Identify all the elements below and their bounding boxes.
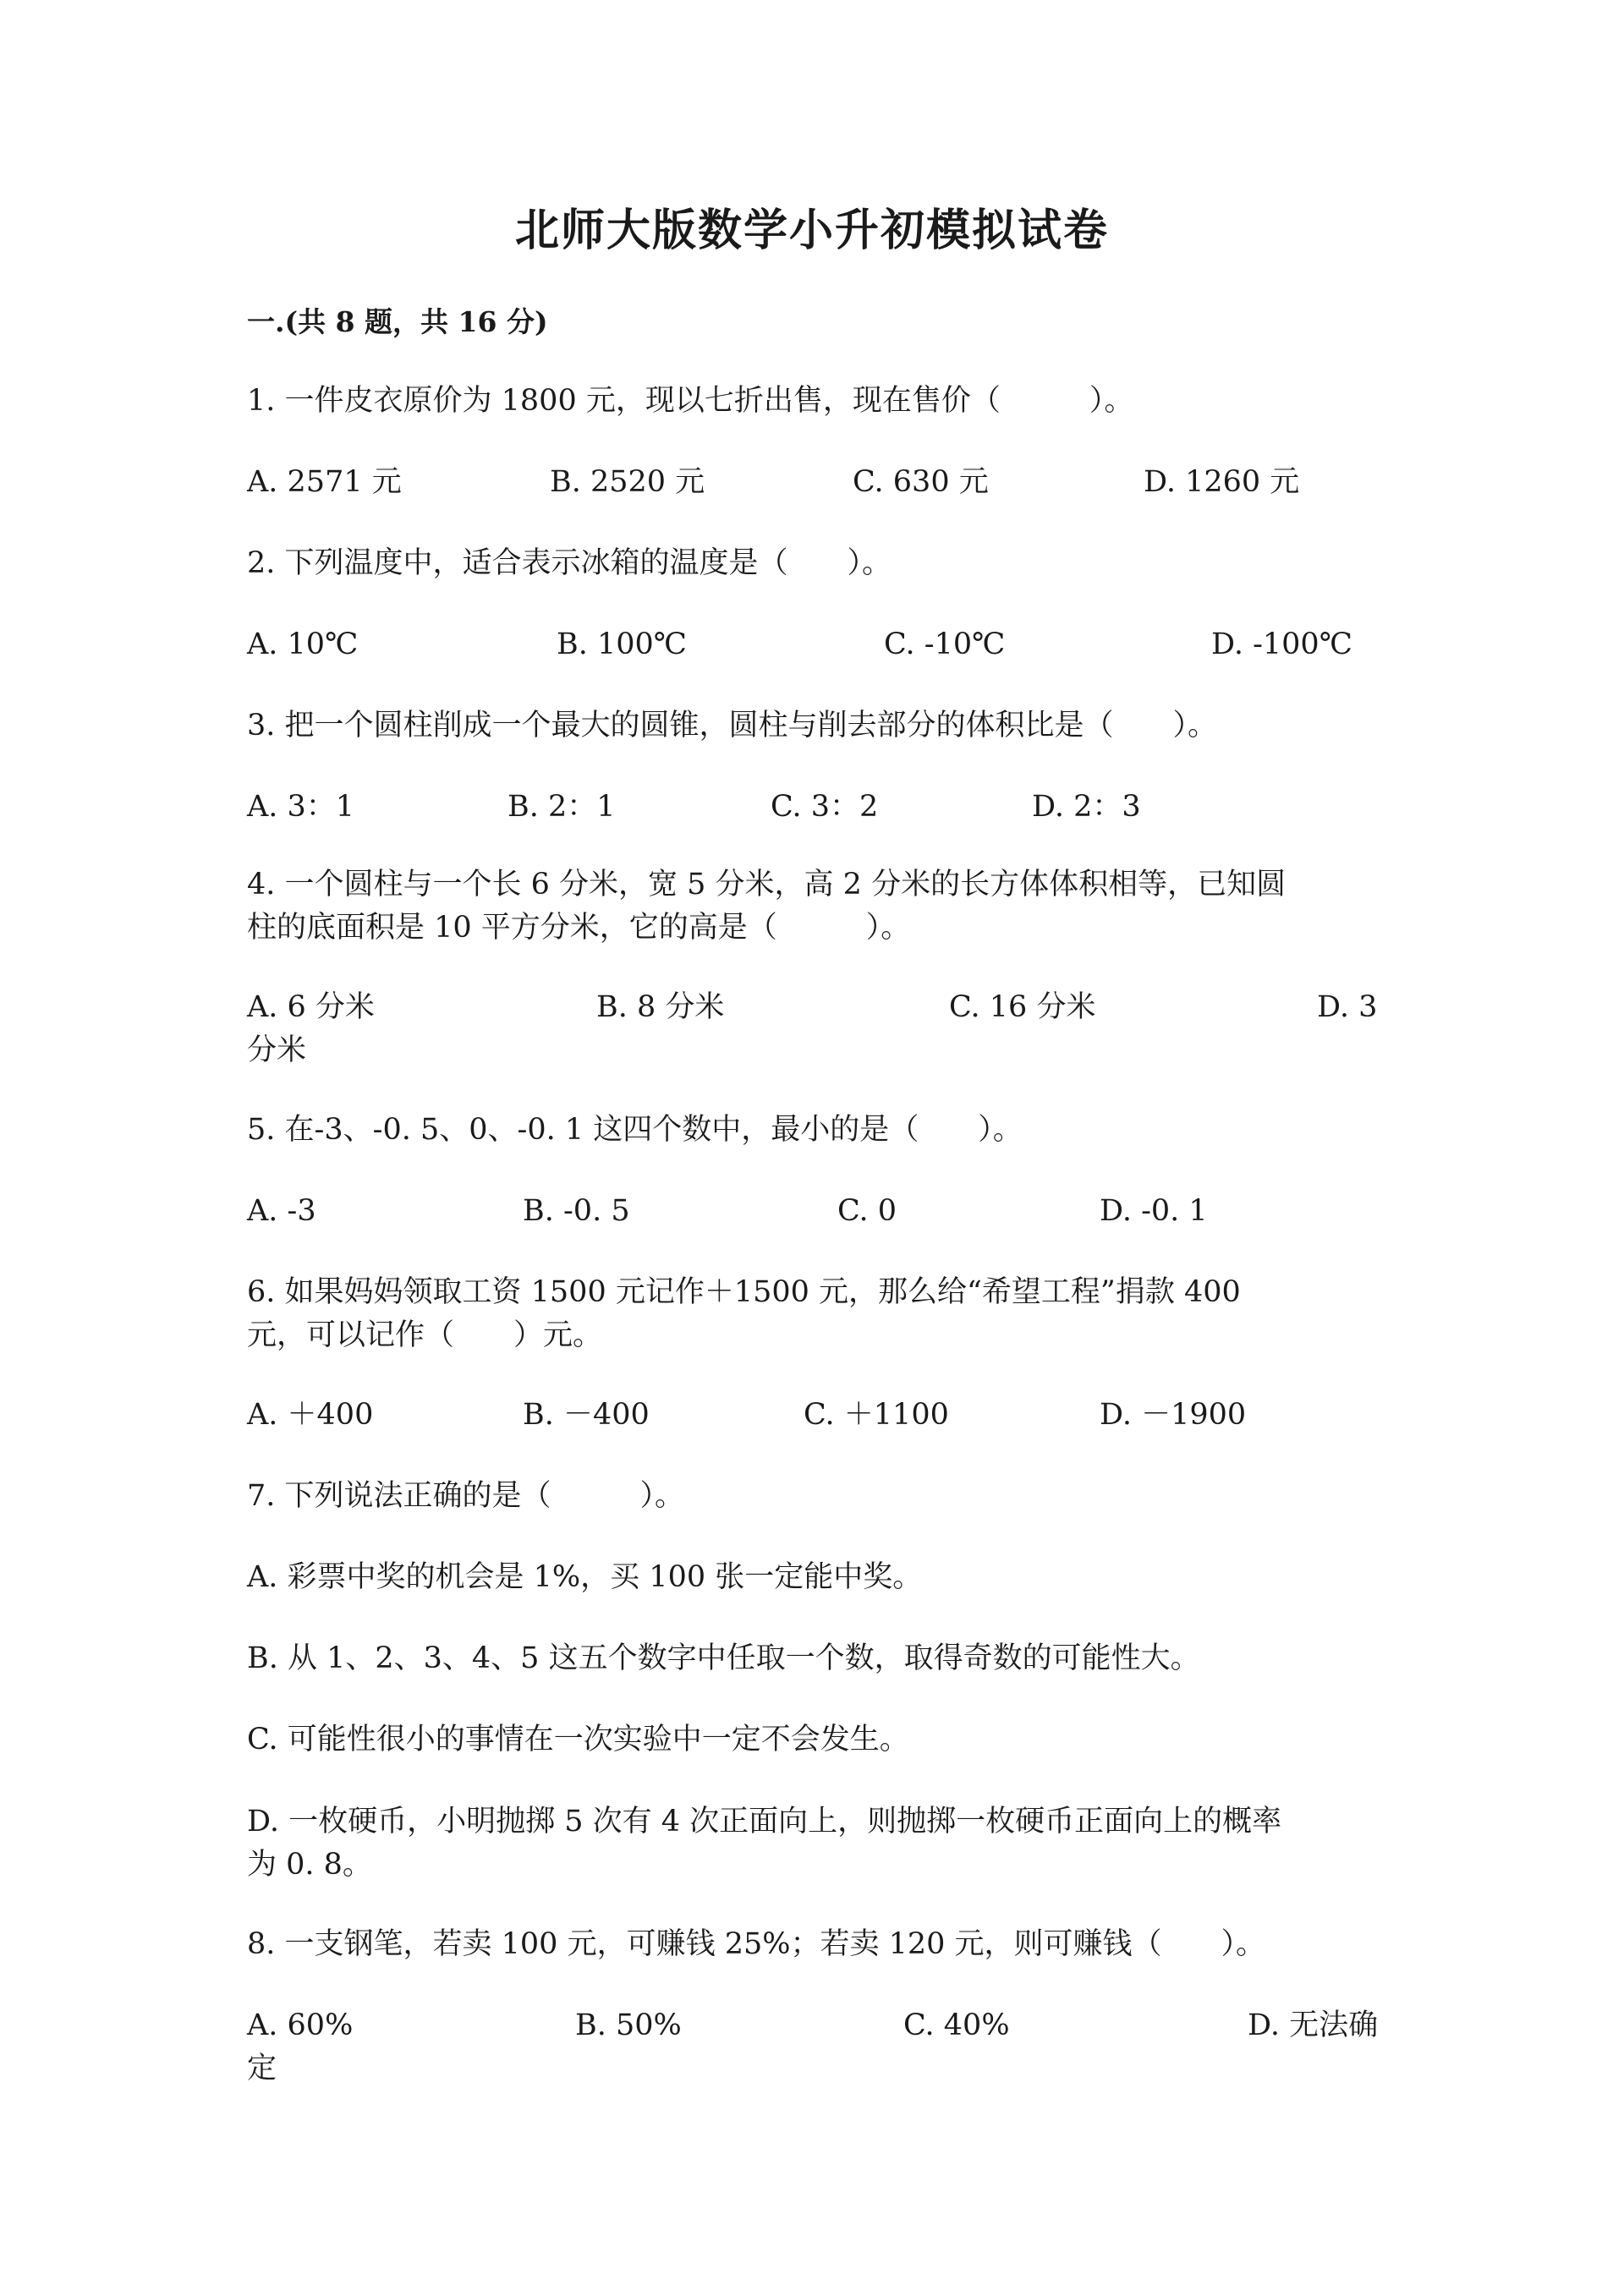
- question-4-option-b: B. 8 分米: [596, 990, 725, 1024]
- question-1-option-c: C. 630 元: [853, 465, 989, 499]
- question-8-option-a: A. 60%: [247, 2008, 354, 2042]
- question-2-option-a: A. 10℃: [247, 627, 359, 661]
- question-2-option-b: B. 100℃: [557, 627, 687, 661]
- question-1-stem: 1. 一件皮衣原价为 1800 元，现以七折出售，现在售价（ ）。: [247, 384, 1134, 418]
- question-5-option-d: D. -0. 1: [1100, 1194, 1208, 1228]
- question-3-option-b: B. 2：1: [508, 790, 616, 824]
- question-5-option-c: C. 0: [837, 1194, 897, 1228]
- question-3-option-d: D. 2：3: [1032, 790, 1141, 824]
- question-3-option-c: C. 3：2: [771, 790, 879, 824]
- page-title: 北师大版数学小升初模拟试卷: [514, 205, 1109, 256]
- question-4-stem-line-2: 柱的底面积是 10 平方分米，它的高是（ ）。: [247, 911, 911, 945]
- question-8-option-d-wrap: 定: [247, 2052, 277, 2085]
- question-2-option-d: D. -100℃: [1211, 627, 1352, 661]
- question-3-option-a: A. 3：1: [247, 790, 355, 824]
- question-7-stem: 7. 下列说法正确的是（ ）。: [247, 1479, 685, 1513]
- question-8-option-d: D. 无法确: [1248, 2008, 1379, 2042]
- question-1-option-b: B. 2520 元: [550, 465, 705, 499]
- question-8-option-c: C. 40%: [903, 2008, 1010, 2042]
- question-8-option-b: B. 50%: [575, 2008, 682, 2042]
- question-8-stem: 8. 一支钢笔，若卖 100 元，可赚钱 25%；若卖 120 元，则可赚钱（ ）。: [247, 1927, 1266, 1961]
- question-4-option-a: A. 6 分米: [247, 990, 375, 1024]
- question-7-statement-c: C. 可能性很小的事情在一次实验中一定不会发生。: [247, 1723, 909, 1756]
- question-7-statement-a: A. 彩票中奖的机会是 1%，买 100 张一定能中奖。: [247, 1560, 923, 1594]
- question-6-stem-line-1: 6. 如果妈妈领取工资 1500 元记作＋1500 元，那么给“希望工程”捐款 400: [247, 1275, 1241, 1309]
- question-4-option-d-wrap: 分米: [247, 1033, 307, 1067]
- question-5-option-b: B. -0. 5: [523, 1194, 630, 1228]
- question-6-option-c: C. ＋1100: [804, 1398, 949, 1432]
- section-header: 一.(共 8 题，共 16 分): [247, 305, 548, 338]
- question-6-option-d: D. －1900: [1100, 1398, 1247, 1432]
- question-6-stem-line-2: 元，可以记作（ ）元。: [247, 1318, 603, 1352]
- question-2-option-c: C. -10℃: [884, 627, 1006, 661]
- question-4-option-c: C. 16 分米: [949, 990, 1096, 1024]
- question-5-stem: 5. 在-3、-0. 5、0、-0. 1 这四个数中，最小的是（ ）。: [247, 1113, 1023, 1147]
- question-7-statement-d-wrap: 为 0. 8。: [247, 1848, 372, 1882]
- question-2-stem: 2. 下列温度中，适合表示冰箱的温度是（ ）。: [247, 546, 892, 580]
- question-3-stem: 3. 把一个圆柱削成一个最大的圆锥，圆柱与削去部分的体积比是（ ）。: [247, 709, 1218, 743]
- question-7-statement-b: B. 从 1、2、3、4、5 这五个数字中任取一个数，取得奇数的可能性大。: [247, 1641, 1200, 1675]
- question-6-option-a: A. ＋400: [247, 1398, 374, 1432]
- question-1-option-d: D. 1260 元: [1144, 465, 1300, 499]
- question-4-option-d: D. 3: [1317, 990, 1378, 1024]
- question-6-option-b: B. －400: [523, 1398, 650, 1432]
- question-7-statement-d: D. 一枚硬币，小明抛掷 5 次有 4 次正面向上，则抛掷一枚硬币正面向上的概率: [247, 1805, 1282, 1838]
- question-1-option-a: A. 2571 元: [247, 465, 402, 499]
- question-5-option-a: A. -3: [247, 1194, 316, 1228]
- question-4-stem-line-1: 4. 一个圆柱与一个长 6 分米，宽 5 分米，高 2 分米的长方体体积相等，已知圆: [247, 868, 1287, 901]
